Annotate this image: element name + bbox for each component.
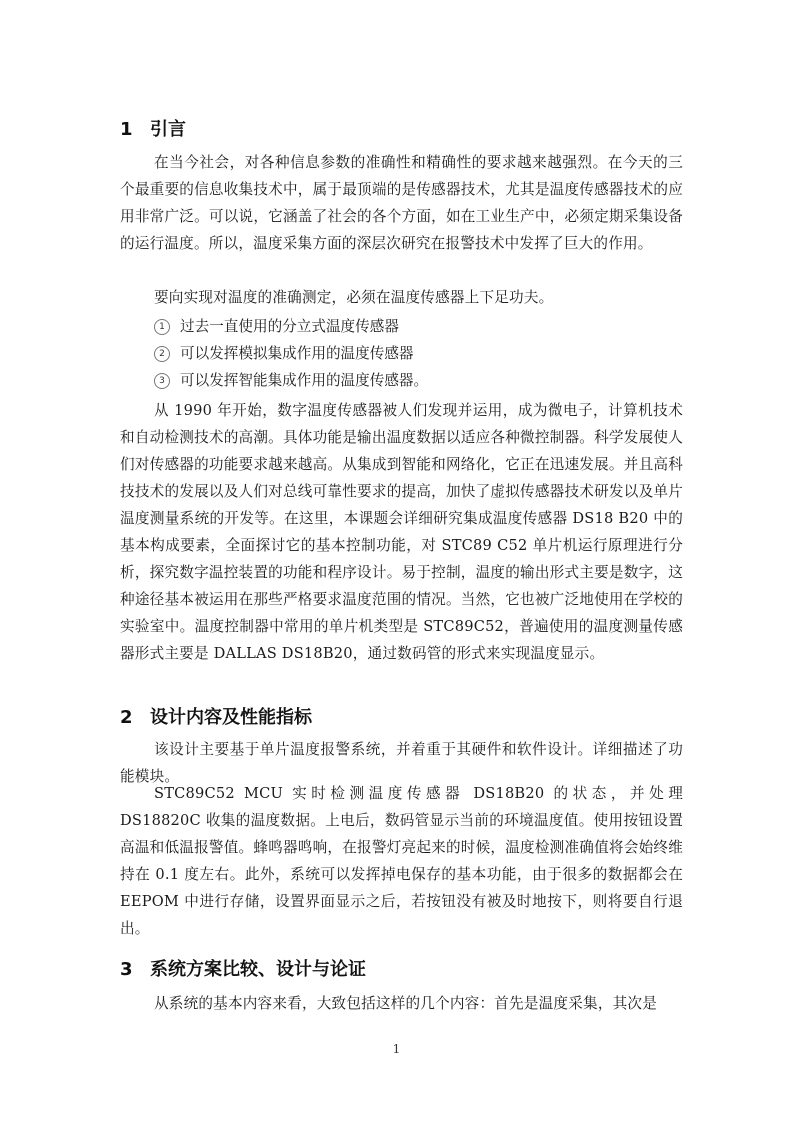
section-title: 设计内容及性能指标 (150, 707, 312, 728)
list-item-text: 可以发挥智能集成作用的温度传感器。 (180, 372, 429, 389)
section-heading-2 (120, 706, 312, 730)
intro-paragraph-2: 要向实现对温度的准确测定，必须在温度传感器上下足功夫。 (154, 289, 554, 306)
list-item (154, 368, 428, 394)
section-heading-1 (120, 118, 186, 142)
list-item-text: 过去一直使用的分立式温度传感器 (180, 318, 399, 335)
list-item-text: 可以发挥模拟集成作用的温度传感器 (180, 345, 414, 362)
intro-paragraph-3: 从 1990 年开始，数字温度传感器被人们发现并运用，成为微电子，计算机技术和自动检测技术的高潮。具体功能是输出温度数据以适应各种微控制器。科学发展使人们对传感器的功能要求越来越高。从集成到智能和网络化，它正在迅速发展。并且高科技技术的发展以及人们对总线可靠性要求的提高，加快了虚拟传感器技术研发以及单片温度测量系统的开发等。在这里，本课题会详细研究集成温度传感器 DS18 B20 中的基本构成要素，全面探讨它的基本控制功能，对 STC89 C52 单片机运行原理进行分析，探究数字温控装置的功能和程序设计。易于控制，温度的输出形式主要是数字，这种途径基本被运用在那些严格要求温度范围的情况。当然，它也被广泛地使用在学校的实验室中。温度控制器中常用的单片机类型是 STC89C52，普遍使用的温度测量传感器形式主要是 DALLAS DS18B20，通过数码管的形式来实现温度显示。 (120, 402, 683, 662)
section-title: 系统方案比较、设计与论证 (150, 959, 366, 980)
list-marker: 3 (154, 373, 170, 389)
list-marker: 1 (154, 319, 170, 335)
intro-paragraph-1: 在当今社会，对各种信息参数的准确性和精确性的要求越来越强烈。在今天的三个最重要的信息收集技术中，属于最顶端的是传感器技术，尤其是温度传感器技术的应用非常广泛。可以说，它涵盖了社会的各个方面，如在工业生产中，必须定期采集设备的运行温度。所以，温度采集方面的深层次研究在报警技术中发挥了巨大的作用。 (120, 154, 683, 252)
section-heading-3 (120, 958, 366, 982)
design-paragraph-2: STC89C52 MCU 实时检测温度传感器 DS18B20 的状态，并处理 DS18820C 收集的温度数据。上电后，数码管显示当前的环境温度值。使用按钮设置高温和低温报警值。蜂鸣器鸣响，在报警灯亮起来的时候，温度检测准确值将会始终维持在 0.1 度左右。此外，系统可以发挥掉电保存的基本功能，由于很多的数据都会在 EEPOM 中进行存储，设置界面显示之后，若按钮没有被及时地按下，则将要自行退出。 (120, 785, 683, 937)
list-marker: 2 (154, 346, 170, 362)
section-number: 1 (120, 119, 133, 140)
section-number: 2 (120, 707, 133, 728)
list-item (154, 314, 399, 340)
design-paragraph-1: 该设计主要基于单片温度报警系统，并着重于其硬件和软件设计。详细描述了功能模块。 (120, 741, 683, 785)
section-number: 3 (120, 959, 133, 980)
list-item (154, 341, 414, 367)
page-number: 1 (392, 1042, 401, 1056)
section-title: 引言 (150, 119, 186, 140)
scheme-paragraph-1: 从系统的基本内容来看，大致包括这样的几个内容：首先是温度采集，其次是 (154, 995, 657, 1012)
